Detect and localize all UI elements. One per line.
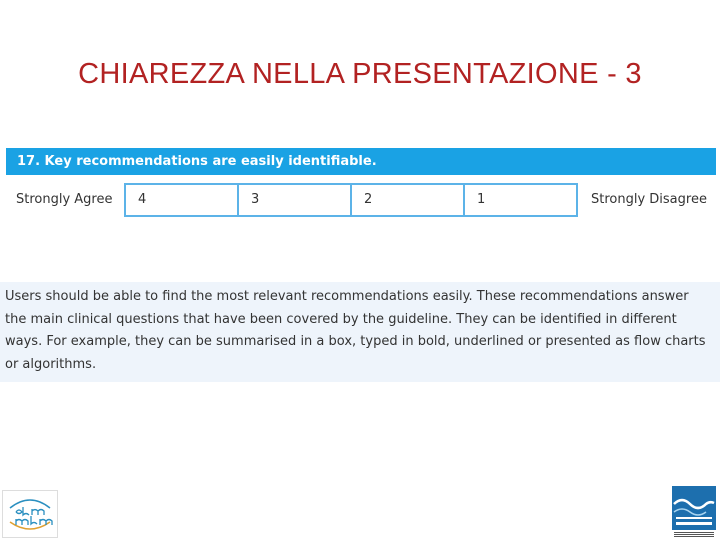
question-header: 17. Key recommendations are easily identifiable. <box>6 148 716 175</box>
slide-title: CHIAREZZA NELLA PRESENTAZIONE - 3 <box>78 58 642 90</box>
centri-bambini-logo-icon <box>670 486 718 538</box>
scale-left-label: Strongly Agree <box>16 192 113 207</box>
explanation-text: Users should be able to find the most relevant recommendations easily. These recommendations answer the main clinical questions that have been covered by the guideline. They can be identified in different ways. For example, they can be summarised in a box, typed in bold, underlined or presented as flow charts or algorithms. <box>0 282 720 382</box>
scale-options <box>124 183 578 217</box>
centri-bambini-logo <box>670 486 718 538</box>
scale-option-4[interactable]: 4 <box>124 183 239 217</box>
ebm-logo-icon <box>2 490 58 538</box>
rating-scale <box>0 183 720 217</box>
scale-option-2[interactable]: 2 <box>350 183 465 217</box>
scale-right-label: Strongly Disagree <box>591 192 707 207</box>
scale-option-1[interactable]: 1 <box>463 183 578 217</box>
scale-option-3[interactable]: 3 <box>237 183 352 217</box>
ebm-logo <box>2 490 58 538</box>
